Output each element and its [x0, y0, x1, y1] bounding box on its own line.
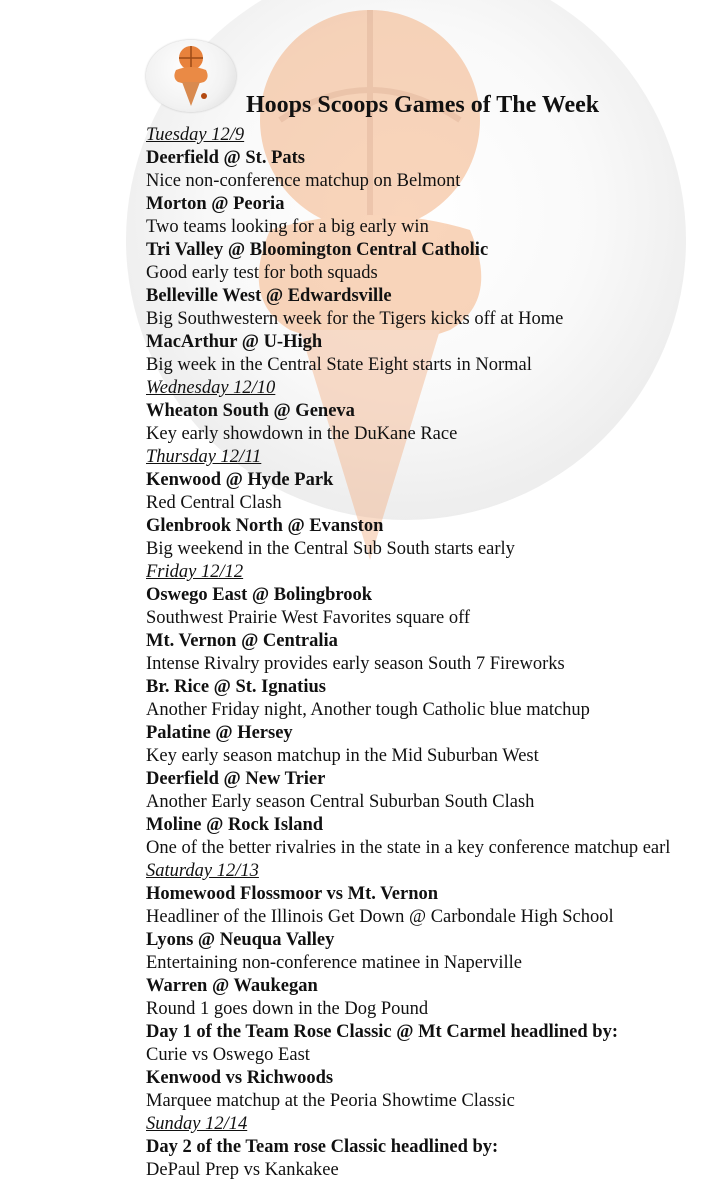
page-title: Hoops Scoops Games of The Week [246, 92, 600, 118]
game-matchup: Tri Valley @ Bloomington Central Catholic [146, 240, 489, 260]
game-matchup: Deerfield @ New Trier [146, 769, 326, 789]
game-description: DePaul Prep vs Kankakee [146, 1160, 339, 1180]
game-description: Nice non-conference matchup on Belmont [146, 171, 461, 191]
game-matchup: Deerfield @ St. Pats [146, 148, 306, 168]
game-matchup: Kenwood @ Hyde Park [146, 470, 334, 490]
day-heading: Wednesday 12/10 [146, 378, 276, 398]
game-description: Key early showdown in the DuKane Race [146, 424, 458, 444]
game-matchup: Day 1 of the Team Rose Classic @ Mt Carmel headlined by: [146, 1022, 618, 1042]
game-description: Southwest Prairie West Favorites square off [146, 608, 471, 628]
day-heading: Saturday 12/13 [146, 861, 259, 881]
game-matchup: Morton @ Peoria [146, 194, 285, 214]
game-description: Big Southwestern week for the Tigers kicks off at Home [146, 309, 564, 329]
game-matchup: Wheaton South @ Geneva [146, 401, 355, 421]
day-heading: Thursday 12/11 [146, 447, 262, 467]
games-list [146, 124, 702, 1182]
game-description: Intense Rivalry provides early season South 7 Fireworks [146, 654, 565, 674]
day-heading: Tuesday 12/9 [146, 125, 245, 145]
game-description: Key early season matchup in the Mid Suburban West [146, 746, 539, 766]
game-matchup: Oswego East @ Bolingbrook [146, 585, 373, 605]
game-description: Good early test for both squads [146, 263, 378, 283]
day-heading: Friday 12/12 [146, 562, 244, 582]
game-description: Red Central Clash [146, 493, 282, 513]
game-description: Two teams looking for a big early win [146, 217, 429, 237]
logo [146, 40, 236, 112]
ice-cream-basketball-icon [164, 44, 218, 110]
game-matchup: Glenbrook North @ Evanston [146, 516, 384, 536]
game-matchup: Homewood Flossmoor vs Mt. Vernon [146, 884, 439, 904]
game-matchup: Lyons @ Neuqua Valley [146, 930, 335, 950]
game-matchup: Palatine @ Hersey [146, 723, 293, 743]
game-description: Marquee matchup at the Peoria Showtime Classic [146, 1091, 515, 1111]
game-matchup: Moline @ Rock Island [146, 815, 324, 835]
game-description: Big week in the Central State Eight starts in Normal [146, 355, 532, 375]
game-description: Another Early season Central Suburban South Clash [146, 792, 535, 812]
game-matchup: Day 2 of the Team rose Classic headlined by: [146, 1137, 499, 1157]
game-description: Another Friday night, Another tough Catholic blue matchup [146, 700, 590, 720]
game-description: Round 1 goes down in the Dog Pound [146, 999, 429, 1019]
game-description: Headliner of the Illinois Get Down @ Carbondale High School [146, 907, 614, 927]
game-matchup: Mt. Vernon @ Centralia [146, 631, 338, 651]
game-matchup: Kenwood vs Richwoods [146, 1068, 334, 1088]
game-description: Entertaining non-conference matinee in Naperville [146, 953, 522, 973]
game-description: Big weekend in the Central Sub South starts early [146, 539, 515, 559]
game-description: One of the better rivalries in the state in a key conference matchup earl [146, 838, 671, 858]
game-matchup: MacArthur @ U-High [146, 332, 323, 352]
game-matchup: Belleville West @ Edwardsville [146, 286, 392, 306]
game-description: Curie vs Oswego East [146, 1045, 310, 1065]
game-matchup: Br. Rice @ St. Ignatius [146, 677, 326, 697]
game-matchup: Warren @ Waukegan [146, 976, 318, 996]
day-heading: Sunday 12/14 [146, 1114, 248, 1134]
